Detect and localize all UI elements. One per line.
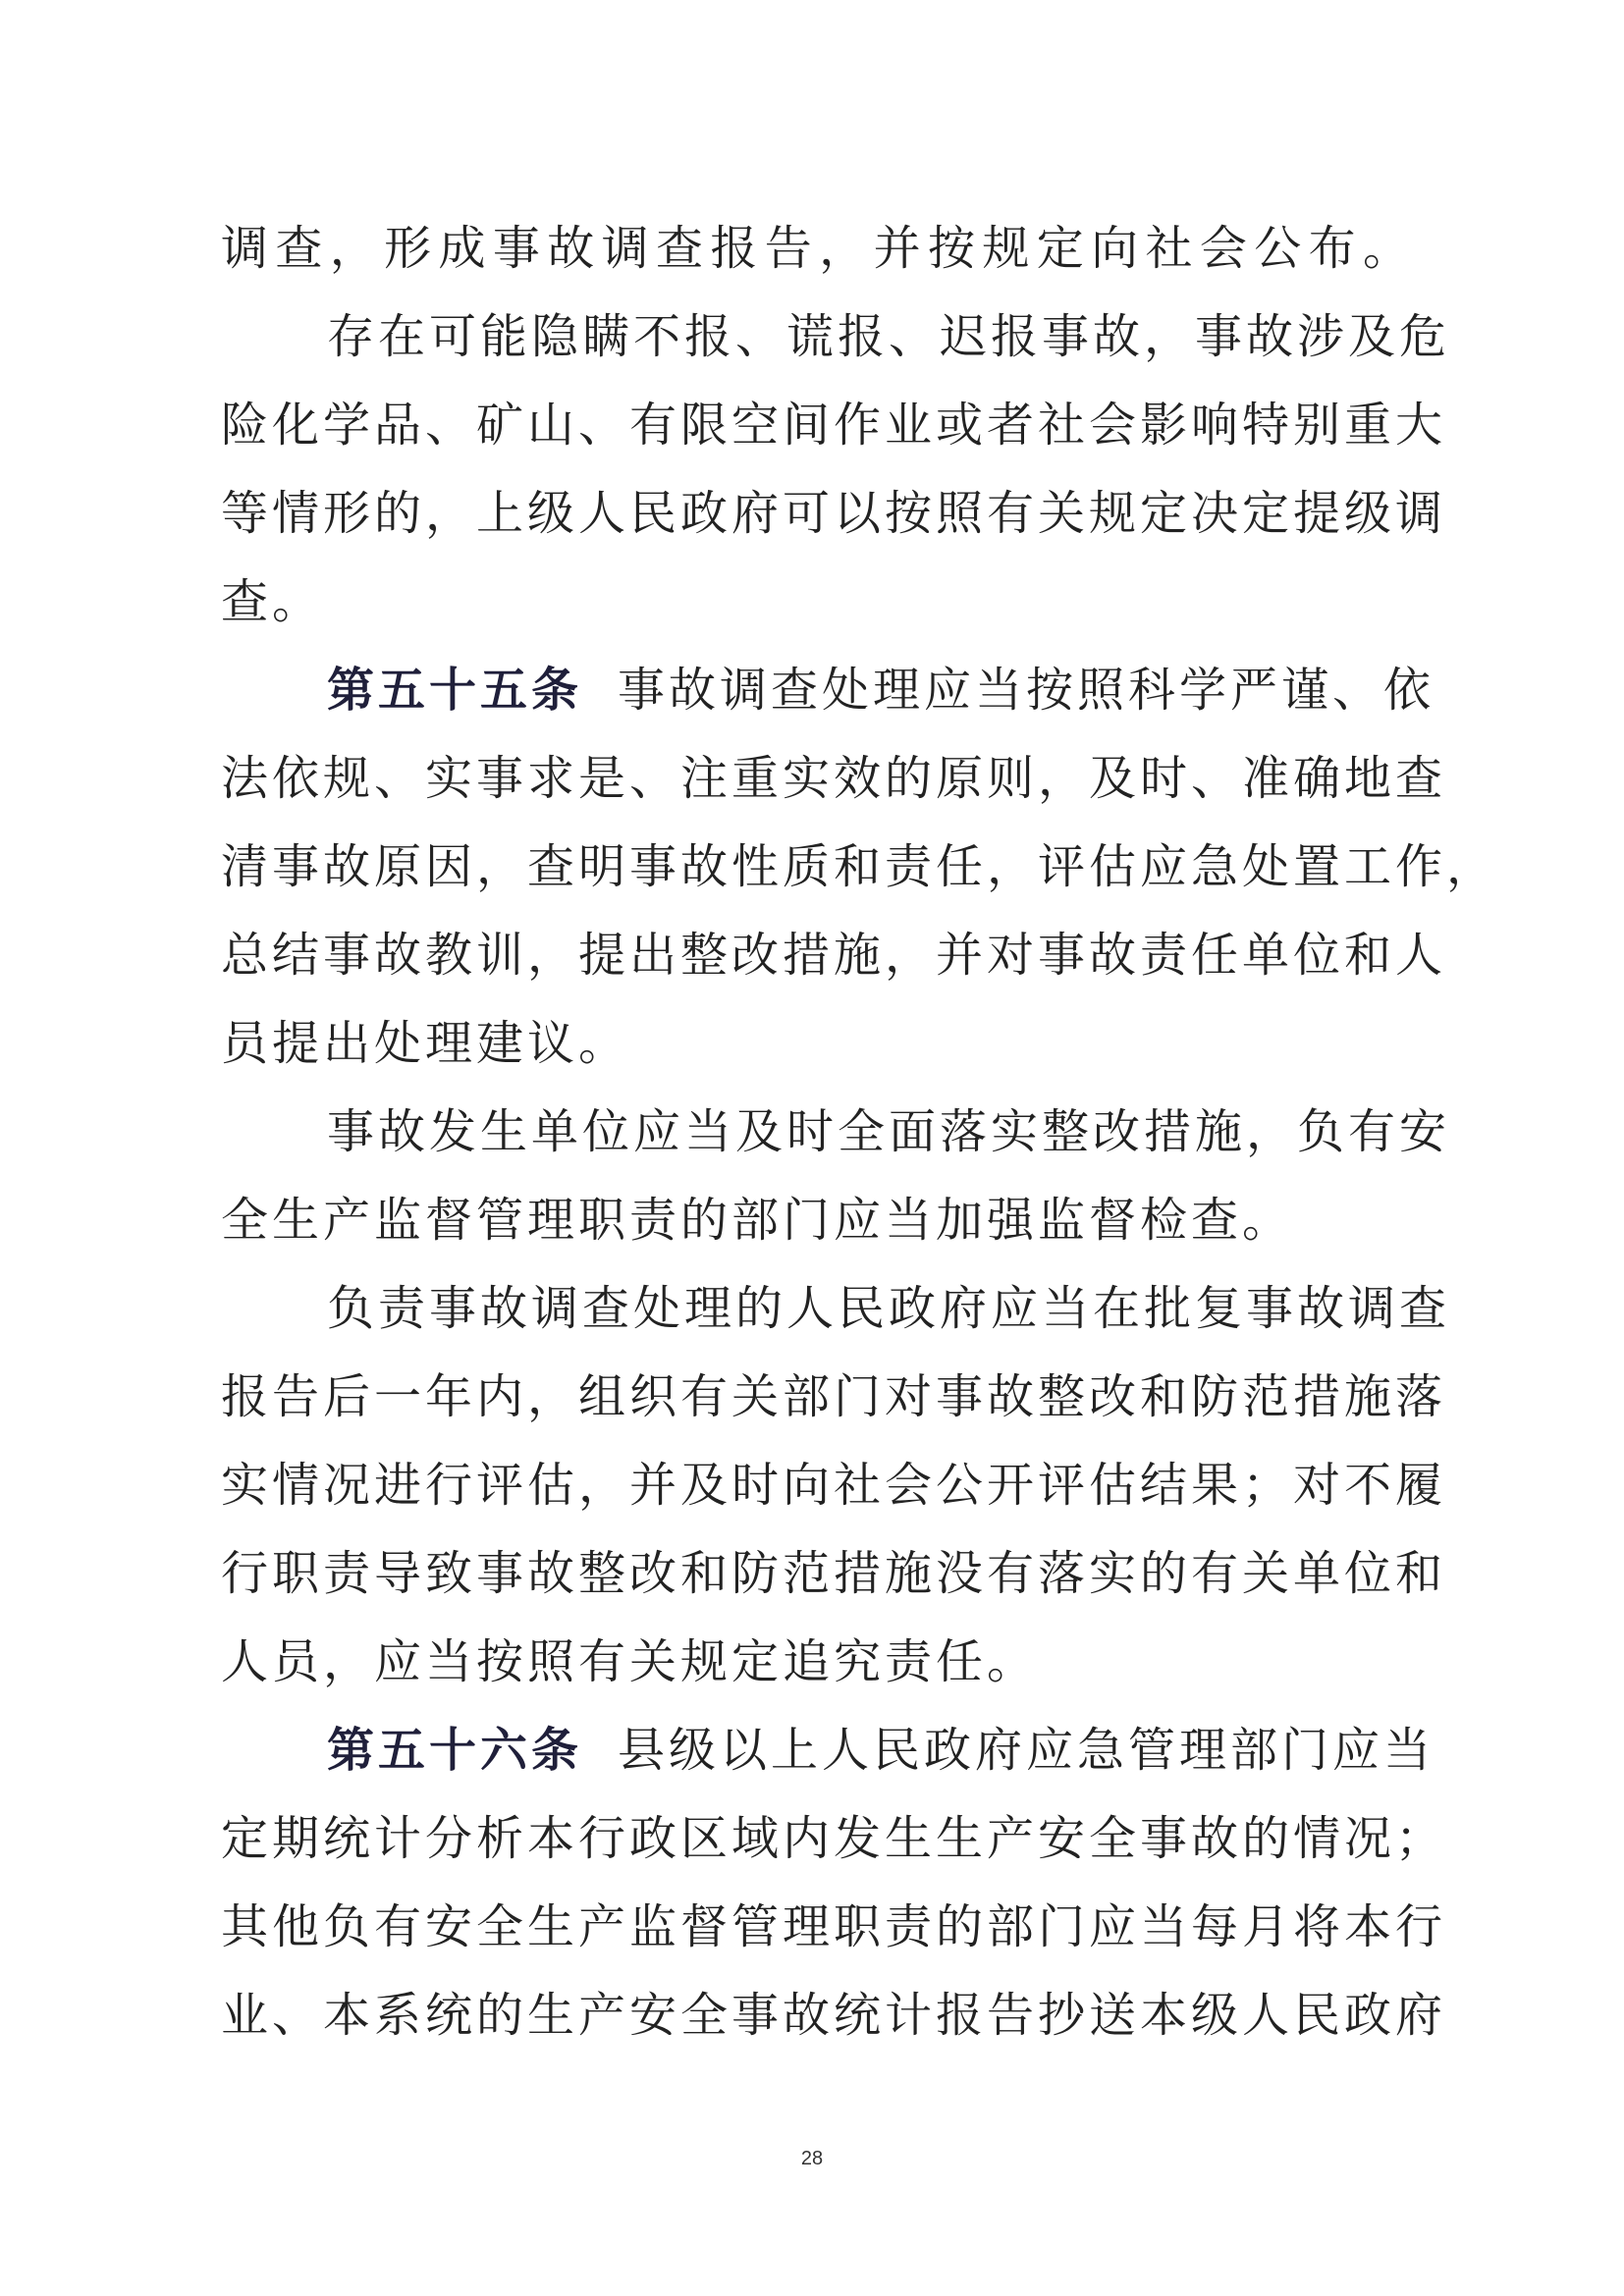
text-line: 实情况进行评估，并及时向社会公开评估结果；对不履 (221, 1458, 1447, 1513)
article-55-label: 第五十五条 (327, 663, 583, 718)
text-line: 员提出处理建议。 (221, 1016, 630, 1071)
text-line: 清事故原因，查明事故性质和责任，评估应急处置工作， (221, 839, 1498, 894)
text-line: 法依规、实事求是、注重实效的原则，及时、准确地查 (221, 751, 1447, 806)
article-55-first-line (221, 646, 1435, 734)
article-56-text: 县级以上人民政府应急管理部门应当 (618, 1723, 1435, 1778)
text-line: 调查，形成事故调查报告，并按规定向社会公布。 (221, 221, 1414, 276)
paragraph-start-line: 事故发生单位应当及时全面落实整改措施，负有安 (327, 1104, 1451, 1159)
text-line: 行职责导致事故整改和防范措施没有落实的有关单位和 (221, 1546, 1447, 1601)
text-line: 业、本系统的生产安全事故统计报告抄送本级人民政府 (221, 1988, 1447, 2043)
text-line: 险化学品、矿山、有限空间作业或者社会影响特别重大 (221, 398, 1447, 453)
text-line: 全生产监督管理职责的部门应当加强监督检查。 (221, 1193, 1294, 1248)
text-line: 查。 (221, 574, 324, 629)
text-line: 报告后一年内，组织有关部门对事故整改和防范措施落 (221, 1369, 1447, 1424)
text-line: 总结事故教训，提出整改措施，并对事故责任单位和人 (221, 928, 1447, 983)
text-line: 其他负有安全生产监督管理职责的部门应当每月将本行 (221, 1899, 1447, 1954)
article-56-label: 第五十六条 (327, 1723, 583, 1778)
text-line: 等情形的，上级人民政府可以按照有关规定决定提级调 (221, 486, 1447, 541)
article-56-first-line (221, 1706, 1435, 1794)
text-line: 人员，应当按照有关规定追究责任。 (221, 1634, 1039, 1689)
page-number: 28 (800, 2148, 824, 2169)
paragraph-start-line: 存在可能隐瞒不报、谎报、迟报事故，事故涉及危 (327, 309, 1451, 364)
text-line: 定期统计分析本行政区域内发生生产安全事故的情况； (221, 1811, 1447, 1866)
article-55-text: 事故调查处理应当按照科学严谨、依 (618, 663, 1435, 718)
paragraph-start-line: 负责事故调查处理的人民政府应当在批复事故调查 (327, 1281, 1451, 1336)
